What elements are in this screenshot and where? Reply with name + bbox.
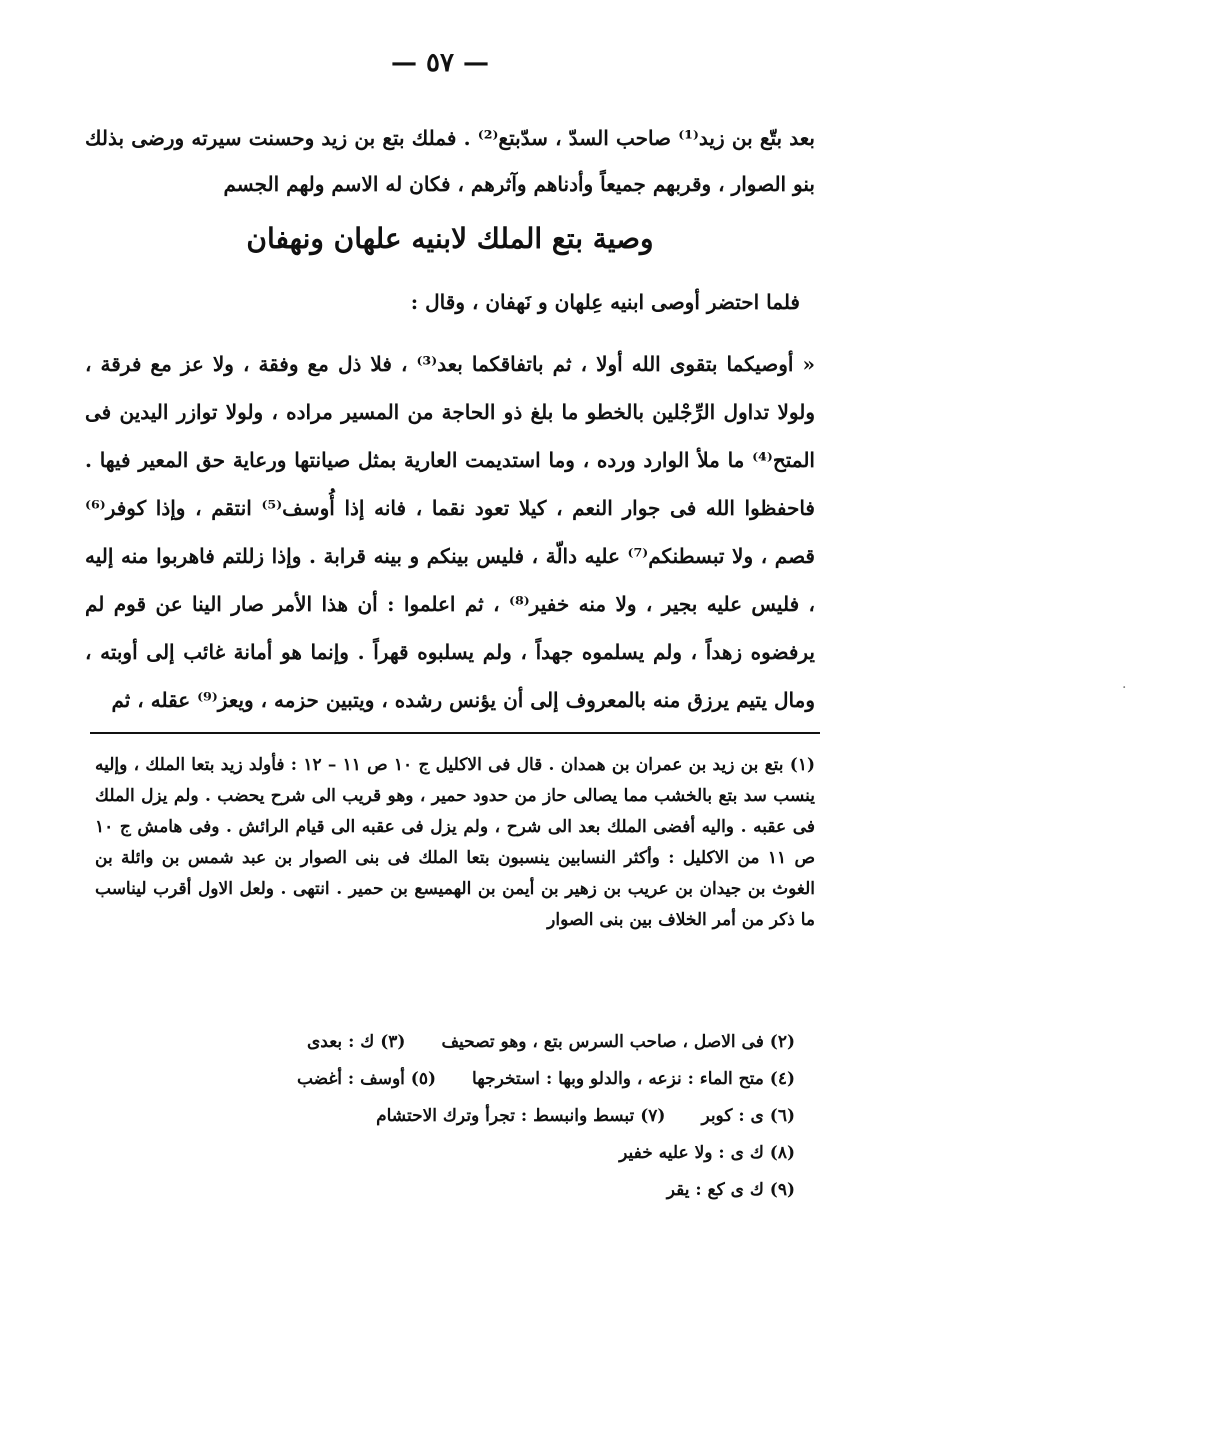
section-heading: وصية بتع الملك لابنيه علهان ونهفان [246, 222, 654, 255]
will-intro-line: فلما احتضر أوصى ابنيه عِلهان و نَهفان ، وقال : [410, 290, 800, 314]
footnote-6: (٦) ى : كوبر [701, 1106, 795, 1126]
page-number: — ٥٧ — [390, 48, 490, 78]
footnote-4: (٤) متح الماء : نزعه ، والدلو وبها : استخرجها [472, 1069, 795, 1089]
footnote-row [170, 1098, 795, 1135]
footnote-2: (٢) فى الاصل ، صاحب السرس بتع ، وهو تصحيف [441, 1032, 795, 1052]
footnote-row [170, 1135, 795, 1172]
intro-paragraph: بعد بتّع بن زيد⁽¹⁾ صاحب السدّ ، سدّبتع⁽²⁾ . فملك بتع بن زيد وحسنت سيرته ورضى بذلك بنو الصوار ، وقربهم جميعاً وأدناهم وآثرهم ، فكان له الاسم ولهم الجسم [85, 126, 815, 196]
footnote-list [170, 1024, 795, 1209]
footnote-9: (٩) ك ى كع : يقر [666, 1180, 795, 1200]
footnote-divider [90, 732, 820, 734]
scan-speck: · [1122, 680, 1127, 696]
will-body-paragraph: « أوصيكما بتقوى الله أولا ، ثم باتفاقكما بعد⁽³⁾ ، فلا ذل مع وفقة ، ولا عز مع فرقة ، ولولا تداول الرِّجْلين بالخطو ما بلغ ذو الحاجة من المسير مراده ، ولولا توازر اليدين فى المتح⁽⁴⁾ ما ملأ الوارد ورده ، وما استديمت العارية بمثل صيانتها ورعاية حق المعير فيها . فاحفظوا الله فى جوار النعم ، كيلا تعود نقما ، فانه إذا أُوسف⁽⁵⁾ انتقم ، وإذا كوفر⁽⁶⁾ قصم ، ولا تبسطنكم⁽⁷⁾ عليه دالّة ، فليس بينكم و بينه قرابة . وإذا زللتم فاهربوا منه إليه ، فليس عليه بجير ، ولا منه خفير⁽⁸⁾ ، ثم اعلموا : أن هذا الأمر صار الينا عن قوم لم يرفضوه زهداً ، ولم يسلموه جهداً ، ولم يسلبوه قهراً . وإنما هو أمانة غائب إلى أوبته ، ومال يتيم يرزق منه بالمعروف إلى أن يؤنس رشده ، ويتبين حزمه ، ويعز⁽⁹⁾ عقله ، ثم [85, 352, 815, 712]
footnote-7: (٧) تبسط وانبسط : تجرأ وترك الاحتشام [376, 1106, 666, 1126]
footnote-5: (٥) أوسف : أغضب [296, 1069, 437, 1089]
footnote-1: (١) بتع بن زيد بن عمران بن همدان . قال فى الاكليل ج ١٠ ص ١١ – ١٢ : فأولد زيد بتعا الملك ، وإليه ينسب سد بتع بالخشب مما يصالى حاز من حدود حمير ، وهو قريب الى شرح يحضب . ولم يزل الملك فى عقبه . واليه أفضى الملك بعد الى شرح ، ولم يزل فى عقبه الى قيام الرائش . وفى هامش ج ١٠ ص ١١ من الاكليل : وأكثر النسابين ينسبون بتعا الملك فى بنى الصوار بن عبد شمس بن وائلة بن الغوث بن جيدان بن عريب بن زهير بن أيمن بن الهميسع بن حمير . انتهى . ولعل الاول أقرب ليناسب ما ذكر من أمر الخلاف بين بنى الصوار [95, 755, 815, 930]
footnote-row [170, 1024, 795, 1061]
footnote-row [170, 1061, 795, 1098]
footnote-row [170, 1172, 795, 1209]
footnote-3: (٣) ك : بعدى [307, 1032, 406, 1052]
footnote-8: (٨) ك ى : ولا عليه خفير [619, 1143, 795, 1163]
